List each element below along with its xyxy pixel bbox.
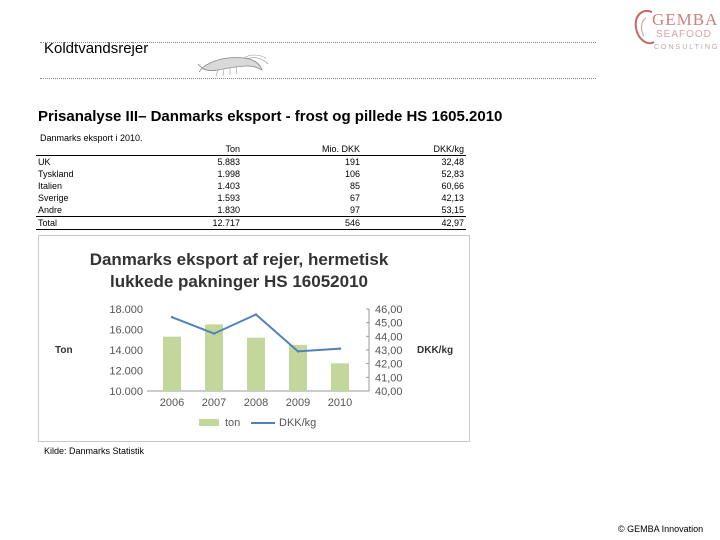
bar-2006	[163, 337, 181, 391]
x-tick-label: 2008	[243, 397, 269, 409]
table-header-row	[36, 143, 466, 156]
table-row	[36, 204, 466, 217]
line-point-2007	[213, 332, 215, 334]
header-divider-bottom	[40, 78, 596, 79]
table-total-row	[36, 217, 466, 230]
mio-dkk-cell: 106	[344, 169, 360, 179]
dkk-kg-cell: 60,66	[441, 181, 464, 191]
column-header: DKK/kg	[362, 143, 466, 156]
column-header: Mio. DKK	[242, 143, 362, 156]
x-tick-label: 2009	[285, 397, 311, 409]
x-tick-label: 2010	[327, 397, 353, 409]
export-chart	[38, 235, 470, 442]
mio-dkk-cell: 97	[349, 205, 360, 215]
y2-tick-label: 45,00	[375, 317, 403, 330]
line-point-2010	[339, 347, 341, 349]
y2-tick-label: 42,00	[375, 358, 403, 371]
y2-tick-label: 46,00	[375, 304, 403, 316]
country-cell: UK	[38, 157, 51, 167]
table-row	[36, 180, 466, 192]
ton-cell: 5.883	[217, 157, 240, 167]
table-row	[36, 156, 466, 169]
mio-dkk-cell: 67	[349, 193, 360, 203]
country-cell: Tyskland	[38, 169, 74, 179]
header-divider-top	[40, 42, 596, 43]
total-label-cell: Total	[36, 217, 120, 230]
ton-cell: 1.998	[217, 169, 240, 179]
column-header: Ton	[120, 143, 242, 156]
line-point-2008	[255, 313, 257, 315]
logo-tagline: CONSULTING	[654, 44, 720, 51]
dkk-kg-cell: 32,48	[441, 157, 464, 167]
legend-label-dkk-kg: DKK/kg	[279, 417, 317, 429]
y-tick-label: 18.000	[109, 304, 143, 316]
ton-cell: 1.593	[217, 193, 240, 203]
chart-title-line-2: lukkede pakninger HS 16052010	[110, 272, 368, 291]
bar-2008	[247, 338, 265, 391]
footer-copyright: © GEMBA Innovation	[618, 524, 704, 534]
logo-wordmark: GEMBA	[652, 10, 719, 29]
header-title: Koldtvandsrejer	[44, 40, 149, 57]
export-table	[36, 143, 466, 230]
y2-axis-title: DKK/kg	[417, 345, 454, 356]
slide-title: Prisanalyse III– Danmarks eksport - frost og pillede HS 1605.2010	[38, 108, 503, 125]
y-tick-label: 16.000	[109, 324, 143, 337]
mio-dkk-cell: 85	[349, 181, 360, 191]
dkk-kg-cell: 42,13	[441, 193, 464, 203]
column-header	[36, 143, 120, 156]
y2-tick-label: 41,00	[375, 372, 403, 385]
y-tick-label: 14.000	[109, 345, 143, 357]
shrimp-illustration	[198, 50, 270, 80]
legend-label-ton: ton	[225, 417, 241, 429]
bar-2010	[331, 363, 349, 391]
total-ton-cell: 12.717	[120, 217, 242, 230]
line-point-2009	[297, 350, 299, 352]
y2-tick-label: 43,00	[375, 345, 403, 357]
table-row	[36, 192, 466, 204]
country-cell: Italien	[38, 181, 63, 191]
ton-cell: 1.830	[217, 205, 240, 215]
country-cell: Andre	[38, 205, 63, 215]
x-tick-label: 2007	[201, 397, 227, 409]
table-row	[36, 168, 466, 180]
total-mio-dkk-cell: 546	[242, 217, 362, 230]
dkk-kg-cell: 52,83	[441, 169, 464, 179]
dkk-kg-cell: 53,15	[441, 205, 464, 215]
y-axis-title: Ton	[55, 345, 73, 356]
legend-swatch-ton	[199, 419, 219, 426]
chart-canvas	[39, 236, 469, 441]
y2-tick-label: 44,00	[375, 331, 403, 344]
mio-dkk-cell: 191	[344, 157, 360, 167]
y2-tick-label: 40,00	[375, 386, 403, 398]
table-caption: Danmarks eksport i 2010.	[40, 133, 143, 143]
y-tick-label: 10.000	[109, 386, 143, 398]
logo-subtitle: SEAFOOD	[656, 29, 712, 40]
country-cell: Sverige	[38, 193, 69, 203]
x-tick-label: 2006	[159, 397, 185, 409]
line-point-2006	[171, 316, 173, 318]
total-dkk-kg-cell: 42,97	[362, 217, 466, 230]
ton-cell: 1.403	[217, 181, 240, 191]
chart-title-line-1: Danmarks eksport af rejer, hermetisk	[89, 250, 389, 269]
y-tick-label: 12.000	[109, 365, 143, 378]
gemba-logo	[632, 4, 718, 62]
source-note: Kilde: Danmarks Statistik	[44, 446, 145, 456]
